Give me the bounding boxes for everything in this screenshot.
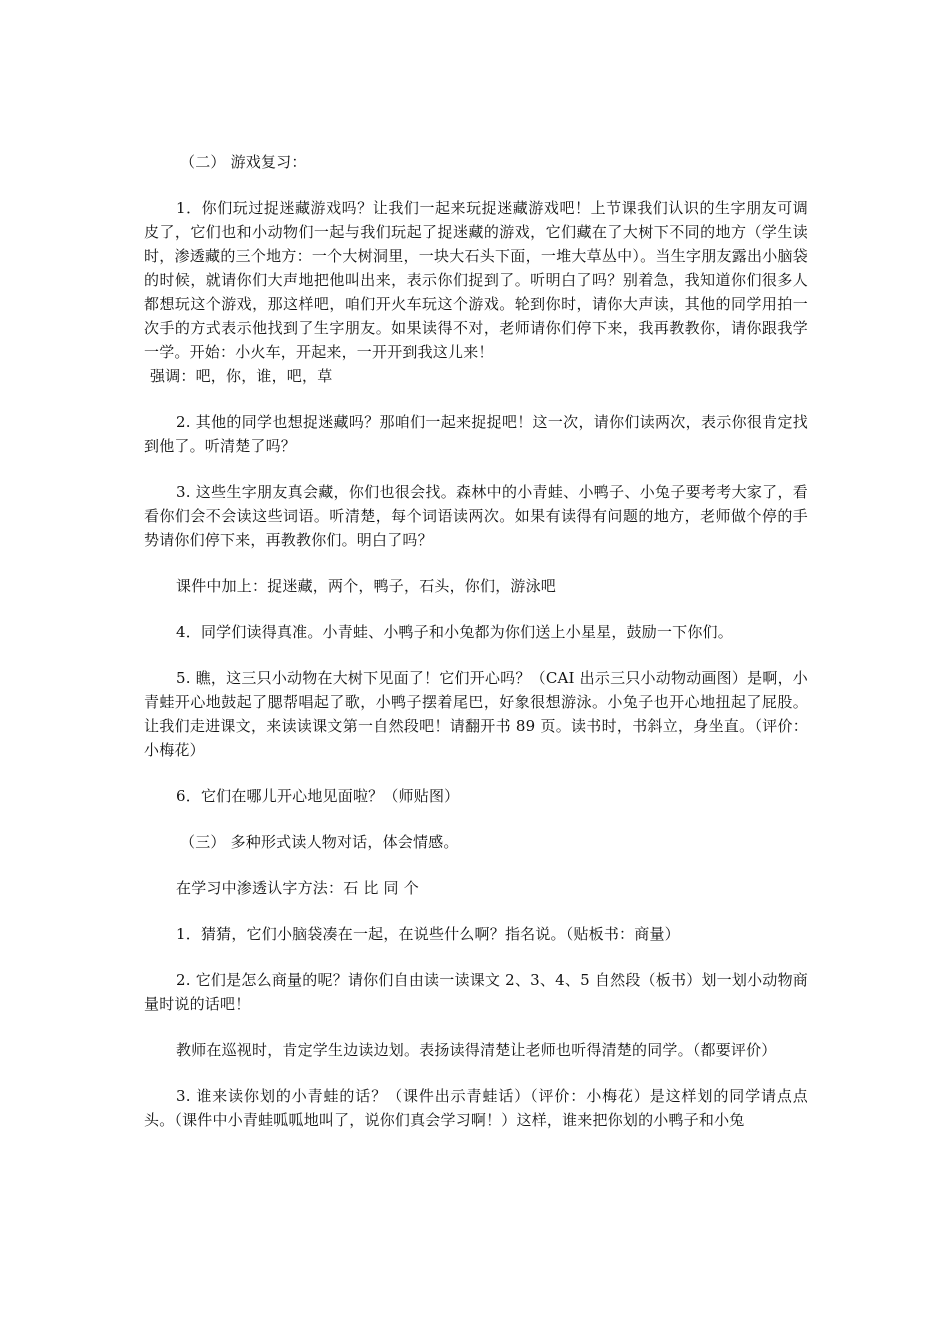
paragraph-3: 3. 这些生字朋友真会藏，你们也很会找。森林中的小青蛙、小鸭子、小兔子要考考大家了，看看你们会不会读这些词语。听清楚，每个词语读两次。如果有读得有问题的地方，老师做个停的手势请你们停下来，再教教你们。明白了吗？ — [144, 483, 808, 549]
paragraph-q2: 2. 它们是怎么商量的呢？请你们自由读一读课文 2、3、4、5 自然段（板书）划一划小动物商量时说的话吧！ — [144, 971, 808, 1013]
paragraph-2: 2. 其他的同学也想捉迷藏吗？那咱们一起来捉捉吧！这一次，请你们读两次，表示你很肯定找到他了。听清楚了吗？ — [144, 413, 808, 455]
paragraph-literacy-method: 在学习中渗透认字方法：石 比 同 个 — [176, 879, 419, 897]
paragraph-6: 6．它们在哪儿开心地见面啦？（师贴图） — [176, 787, 460, 805]
paragraph-courseware-note: 课件中加上：捉迷藏，两个，鸭子，石头，你们，游泳吧 — [176, 577, 557, 595]
section-heading-game-review: （二） 游戏复习： — [180, 153, 307, 171]
document-page — [144, 150, 808, 1154]
paragraph-1: 1．你们玩过捉迷藏游戏吗？让我们一起来玩捉迷藏游戏吧！上节课我们认识的生字朋友可调皮了，它们也和小动物们一起与我们玩起了捉迷藏的游戏，它们藏在了大树下不同的地方（学生读时，渗透藏的三个地方：一个大树洞里，一块大石头下面，一堆大草丛中）。当生字朋友露出小脑袋的时候，就请你们大声地把他叫出来，表示你们捉到了。听明白了吗？别着急，我知道你们很多人都想玩这个游戏，那这样吧，咱们开火车玩这个游戏。轮到你时，请你大声读，其他的同学用拍一次手的方式表示他找到了生字朋友。如果读得不对，老师请你们停下来，我再教教你，请你跟我学一学。开始：小火车，开起来，一开开到我这儿来！ — [144, 199, 808, 361]
paragraph-4: 4．同学们读得真准。小青蛙、小鸭子和小兔都为你们送上小星星，鼓励一下你们。 — [176, 623, 733, 641]
paragraph-5: 5. 瞧，这三只小动物在大树下见面了！它们开心吗？（CAI 出示三只小动物动画图）是啊，小青蛙开心地鼓起了腮帮唱起了歌，小鸭子摆着尾巴，好象很想游泳。小兔子也开心地扭起了屁股。让我们走进课文，来读读课文第一自然段吧！请翻开书 89 页。读书时，书斜立，身坐直。（评价：小梅花） — [144, 669, 808, 759]
paragraph-q3: 3. 谁来读你划的小青蛙的话？（课件出示青蛙话）（评价：小梅花）是这样划的同学请点点头。（课件中小青蛙呱呱地叫了，说你们真会学习啊！）这样，谁来把你划的小鸭子和小兔 — [144, 1087, 808, 1129]
paragraph-1-emphasis-note: 强调：吧，你，谁，吧，草 — [150, 367, 333, 385]
section-heading-dialogue-reading: （三） 多种形式读人物对话，体会情感。 — [180, 833, 459, 851]
paragraph-q1: 1．猜猜，它们小脑袋凑在一起，在说些什么啊？指名说。（贴板书：商量） — [176, 925, 680, 943]
paragraph-teacher-note: 教师在巡视时，肯定学生边读边划。表扬读得清楚让老师也听得清楚的同学。（都要评价） — [176, 1041, 777, 1059]
